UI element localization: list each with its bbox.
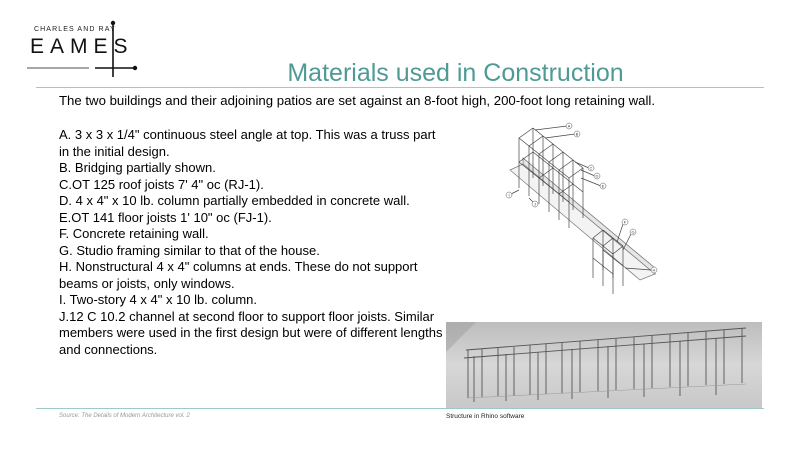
diagram-label-h: H bbox=[652, 267, 656, 273]
logo-top-text: CHARLES AND RAY bbox=[34, 26, 116, 33]
diagram-label-d: D bbox=[595, 173, 599, 179]
material-item-a: A. 3 x 3 x 1/4" continuous steel angle at top. This was a truss part in the initial design. bbox=[59, 127, 436, 159]
slide-subtitle: The two buildings and their adjoining patios are set against an 8-foot high, 200-foot long retaining wall. bbox=[59, 93, 656, 108]
material-item-d: D. 4 x 4" x 10 lb. column partially embedded in concrete wall. bbox=[59, 193, 410, 208]
logo-main-text: EAMES bbox=[30, 35, 134, 58]
diagram-label-a: A bbox=[567, 123, 571, 129]
eames-logo bbox=[27, 20, 142, 78]
diagram-label-j: J bbox=[534, 201, 536, 207]
material-item-c: C.OT 125 roof joists 7' 4" oc (RJ-1). bbox=[59, 176, 264, 192]
footer-divider bbox=[36, 408, 764, 409]
diagram-label-f: F bbox=[623, 219, 627, 225]
diagram-label-i: I bbox=[508, 192, 510, 198]
material-item-b: B. Bridging partially shown. bbox=[59, 160, 216, 175]
diagram-label-g: G bbox=[631, 229, 635, 235]
material-item-f: F. Concrete retaining wall. bbox=[59, 226, 209, 241]
structure-diagram bbox=[505, 118, 665, 308]
source-citation: Source: The Details of Modern Architecture vol. 2 bbox=[59, 413, 190, 419]
material-item-j: J.12 C 10.2 channel at second floor to support floor joists. Similar members were used in the first design but were of different lengths and connections. bbox=[59, 308, 443, 357]
material-item-h: H. Nonstructural 4 x 4" columns at ends. These do not support beams or joists, only windows. bbox=[59, 259, 418, 291]
diagram-label-b: B bbox=[575, 131, 579, 137]
material-item-i: I. Two-story 4 x 4" x 10 lb. column. bbox=[59, 292, 258, 307]
slide-title: Materials used in Construction bbox=[287, 59, 624, 87]
photo-caption: Structure in Rhino software bbox=[446, 413, 525, 420]
structure-photo bbox=[446, 322, 762, 408]
diagram-label-c: C bbox=[589, 165, 593, 171]
material-item-e: E.OT 141 floor joists 1' 10" oc (FJ-1). bbox=[59, 209, 272, 225]
title-divider bbox=[36, 87, 764, 88]
diagram-label-e: E bbox=[601, 183, 605, 189]
material-item-g: G. Studio framing similar to that of the house. bbox=[59, 242, 320, 258]
materials-list bbox=[59, 127, 449, 358]
